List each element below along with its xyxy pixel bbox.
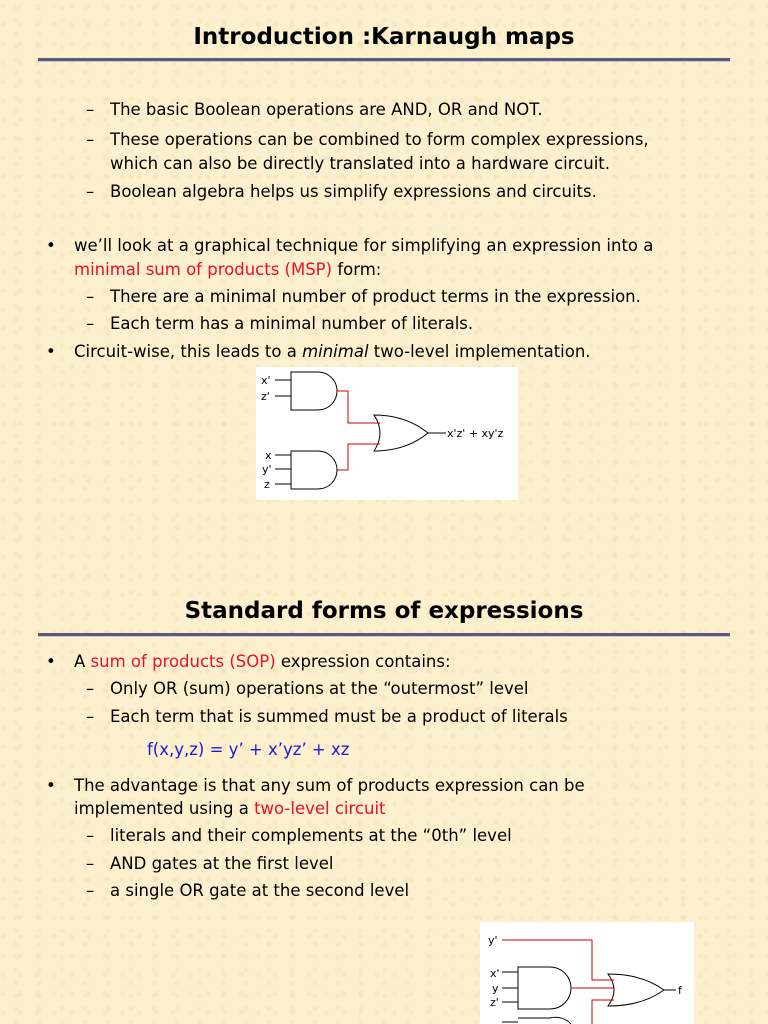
msp-tail: form: [332, 260, 382, 279]
slide2-title: Standard forms of expressions [184, 598, 584, 624]
slide2-bullet-2-sub-3: – a single OR gate at the second level [110, 881, 409, 900]
c2-input-zp: z' [490, 996, 499, 1009]
slide1-bullet-2 [74, 342, 591, 361]
bullet2-post: two-level implementation. [368, 342, 591, 361]
twolevel-highlight: two-level circuit [254, 799, 386, 818]
slide1-bullet-1-line1: • we’ll look at a graphical technique for simplifying an expression into a [74, 236, 653, 255]
slide1-sub-bullet-1: – The basic Boolean operations are AND, OR and NOT. [110, 100, 543, 119]
slide2-bullet-1 [74, 652, 451, 671]
slide2-bullet-2-sub-1: – literals and their complements at the “0th” level [110, 826, 512, 845]
c2-input-xp: x' [490, 967, 500, 980]
slide1-sub-bullet-3: – Boolean algebra helps us simplify expressions and circuits. [110, 182, 597, 201]
slide1-sub-bullet-2: – These operations can be combined to form complex expressions, [110, 130, 649, 149]
circuit-diagram-1 [256, 367, 518, 500]
slide2-bullet-2-line1: • The advantage is that any sum of products expression can be [74, 776, 585, 795]
sop-pre: A [74, 652, 91, 671]
slide1-bullet-1-line2 [74, 260, 381, 279]
slide2-bullet-2-line2 [74, 799, 386, 818]
slide2-bullet-1-sub-2: – Each term that is summed must be a product of literals [110, 707, 568, 726]
msp-highlight: minimal sum of products (MSP) [74, 260, 333, 279]
slide1-title: Introduction :Karnaugh maps [193, 24, 575, 50]
c1-input-z: z [264, 478, 270, 491]
sop-highlight: sum of products (SOP) [90, 652, 276, 671]
slide2-bullet-1-sub-1: – Only OR (sum) operations at the “outermost” level [110, 679, 528, 698]
bullet2-em: minimal [302, 342, 369, 361]
bullet2-pre: Circuit-wise, this leads to a [74, 342, 303, 361]
c1-output: x'z' + xy'z [447, 427, 504, 440]
c1-input-xp: x' [261, 374, 271, 387]
c2-input-y: y [492, 982, 499, 995]
slide1-sub-bullet-2-cont: which can also be directly translated into a hardware circuit. [110, 154, 610, 173]
c1-input-x: x [265, 449, 272, 462]
slide2-bullet-2-sub-2: – AND gates at the first level [110, 854, 334, 873]
c2-output: f [678, 984, 682, 997]
c1-input-yp: y' [262, 463, 272, 476]
slide1-bullet-1-sub-2: – Each term has a minimal number of literals. [110, 314, 473, 333]
sop-post: expression contains: [275, 652, 451, 671]
c2-input-yp: y' [488, 934, 498, 947]
c1-input-zp: z' [261, 390, 270, 403]
sop-formula: f(x,y,z) = y’ + x’yz’ + xz [147, 740, 350, 759]
twolevel-pre: implemented using a [74, 799, 255, 818]
slide1-bullet-1-sub-1: – There are a minimal number of product terms in the expression. [110, 287, 641, 306]
circuit-diagram-2 [480, 922, 694, 1024]
slide1-title-rule [38, 58, 730, 62]
slide2-title-rule [38, 633, 730, 637]
